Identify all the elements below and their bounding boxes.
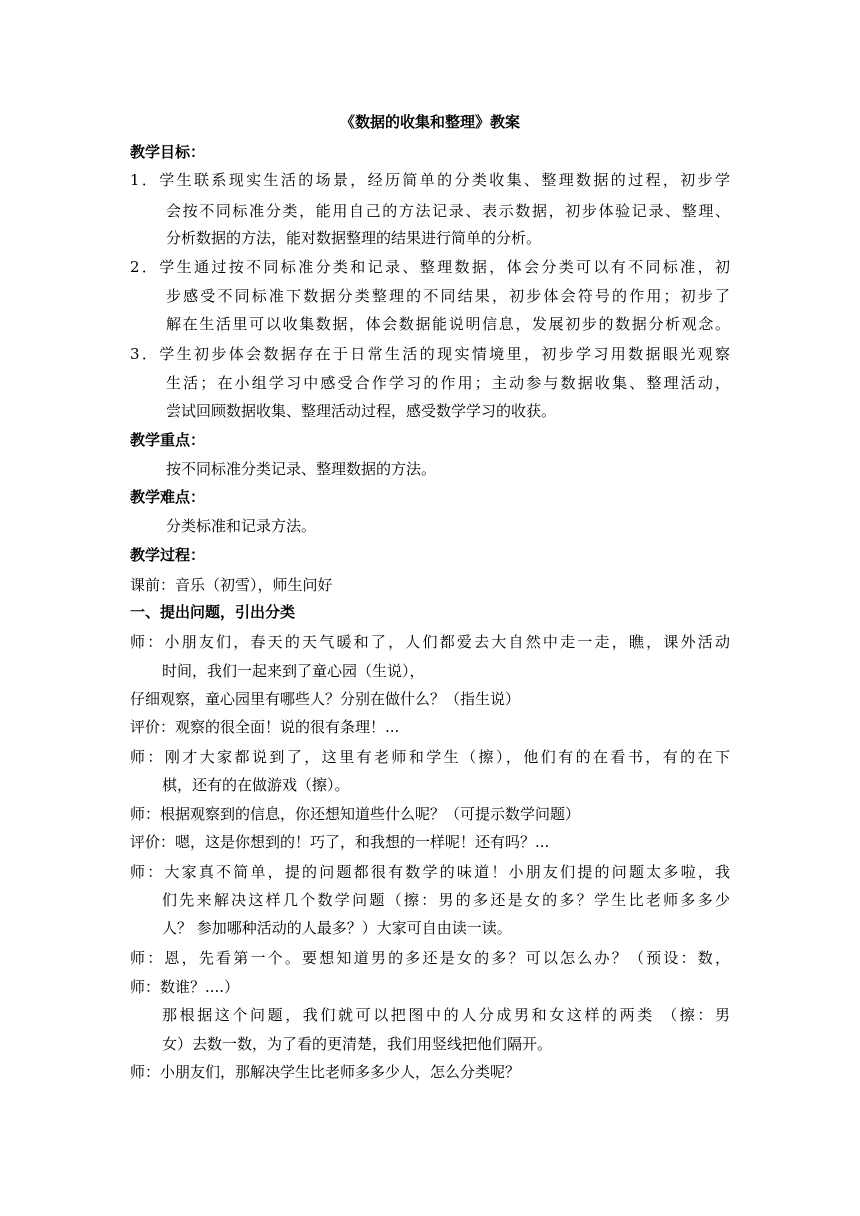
objective-1-line-3: 分析数据的方法，能对数据整理的结果进行简单的分析。 xyxy=(166,229,542,247)
paragraph-4-line-1: 师：刚才大家都说到了，这里有老师和学生（擦），他们有的在看书，有的在下 xyxy=(130,748,730,766)
paragraph-9-line-2: 女）去数一数，为了看的更清楚，我们用竖线把他们隔开。 xyxy=(162,1035,553,1053)
objective-1-line-2: 会按不同标准分类，能用自己的方法记录、表示数据，初步体验记录、整理、 xyxy=(166,202,730,220)
objective-2-line-3: 解在生活里可以收集数据，体会数据能说明信息，发展初步的数据分析观念。 xyxy=(166,315,730,333)
paragraph-10: 师：小朋友们，那解决学生比老师多多少人，怎么分类呢？ xyxy=(130,1063,521,1081)
objective-3-line-3: 尝试回顾数据收集、整理活动过程，感受数学学习的收获。 xyxy=(166,402,557,420)
difficulty-text: 分类标准和记录方法。 xyxy=(166,517,317,535)
paragraph-7-line-1: 师：大家真不简单，提的问题都很有数学的味道！小朋友们提的问题太多啦，我 xyxy=(130,863,730,881)
paragraph-1-line-2: 时间，我们一起来到了童心园（生说）， xyxy=(162,662,425,680)
objective-3-line-1: 3．学生初步体会数据存在于日常生活的现实情境里，初步学习用数据眼光观察 xyxy=(130,345,730,363)
difficulty-heading: 教学难点： xyxy=(130,488,206,506)
objectives-heading: 教学目标： xyxy=(130,143,206,161)
paragraph-4-line-2: 棋，还有的在做游戏（擦）。 xyxy=(162,776,350,794)
paragraph-8-line-1: 师：恩，先看第一个。要想知道男的多还是女的多？可以怎么办？（预设：数， xyxy=(130,949,730,967)
key-points-heading: 教学重点： xyxy=(130,431,206,449)
paragraph-9-line-1: 那根据这个问题，我们就可以把图中的人分成男和女这样的两类 （擦：男 xyxy=(162,1006,730,1024)
paragraph-5: 师：根据观察到的信息，你还想知道些什么呢？（可提示数学问题） xyxy=(130,805,581,823)
paragraph-7-line-3: 人？ 参加哪种活动的人最多？）大家可自由读一读。 xyxy=(162,919,512,937)
objective-2-line-1: 2．学生通过按不同标准分类和记录、整理数据，体会分类可以有不同标准，初 xyxy=(130,258,730,276)
paragraph-7-line-2: 们先来解决这样几个数学问题（擦：男的多还是女的多？学生比老师多多少 xyxy=(162,891,730,909)
paragraph-2: 仔细观察，童心园里有哪些人？分别在做什么？（指生说） xyxy=(130,690,521,708)
objective-3-line-2: 生活；在小组学习中感受合作学习的作用；主动参与数据收集、整理活动， xyxy=(166,374,730,392)
pre-class-text: 课前：音乐（初雪），师生问好 xyxy=(130,576,333,594)
paragraph-6: 评价：嗯，这是你想到的！巧了，和我想的一样呢！还有吗？... xyxy=(130,833,550,851)
paragraph-1-line-1: 师：小朋友们，春天的天气暖和了，人们都爱去大自然中走一走，瞧，课外活动 xyxy=(130,633,730,651)
objective-1-line-1: 1．学生联系现实生活的场景，经历简单的分类收集、整理数据的过程，初步学 xyxy=(130,171,730,189)
document-title: 《数据的收集和整理》教案 xyxy=(339,113,520,131)
key-points-text: 按不同标准分类记录、整理数据的方法。 xyxy=(166,460,437,478)
process-heading: 教学过程： xyxy=(130,546,206,564)
paragraph-3: 评价：观察的很全面！说的很有条理！... xyxy=(130,718,400,736)
section-1-heading: 一、提出问题，引出分类 xyxy=(130,603,296,621)
paragraph-8-line-2: 师：数谁？....） xyxy=(130,978,240,996)
objective-2-line-2: 步感受不同标准下数据分类整理的不同结果，初步体会符号的作用；初步了 xyxy=(166,287,730,305)
